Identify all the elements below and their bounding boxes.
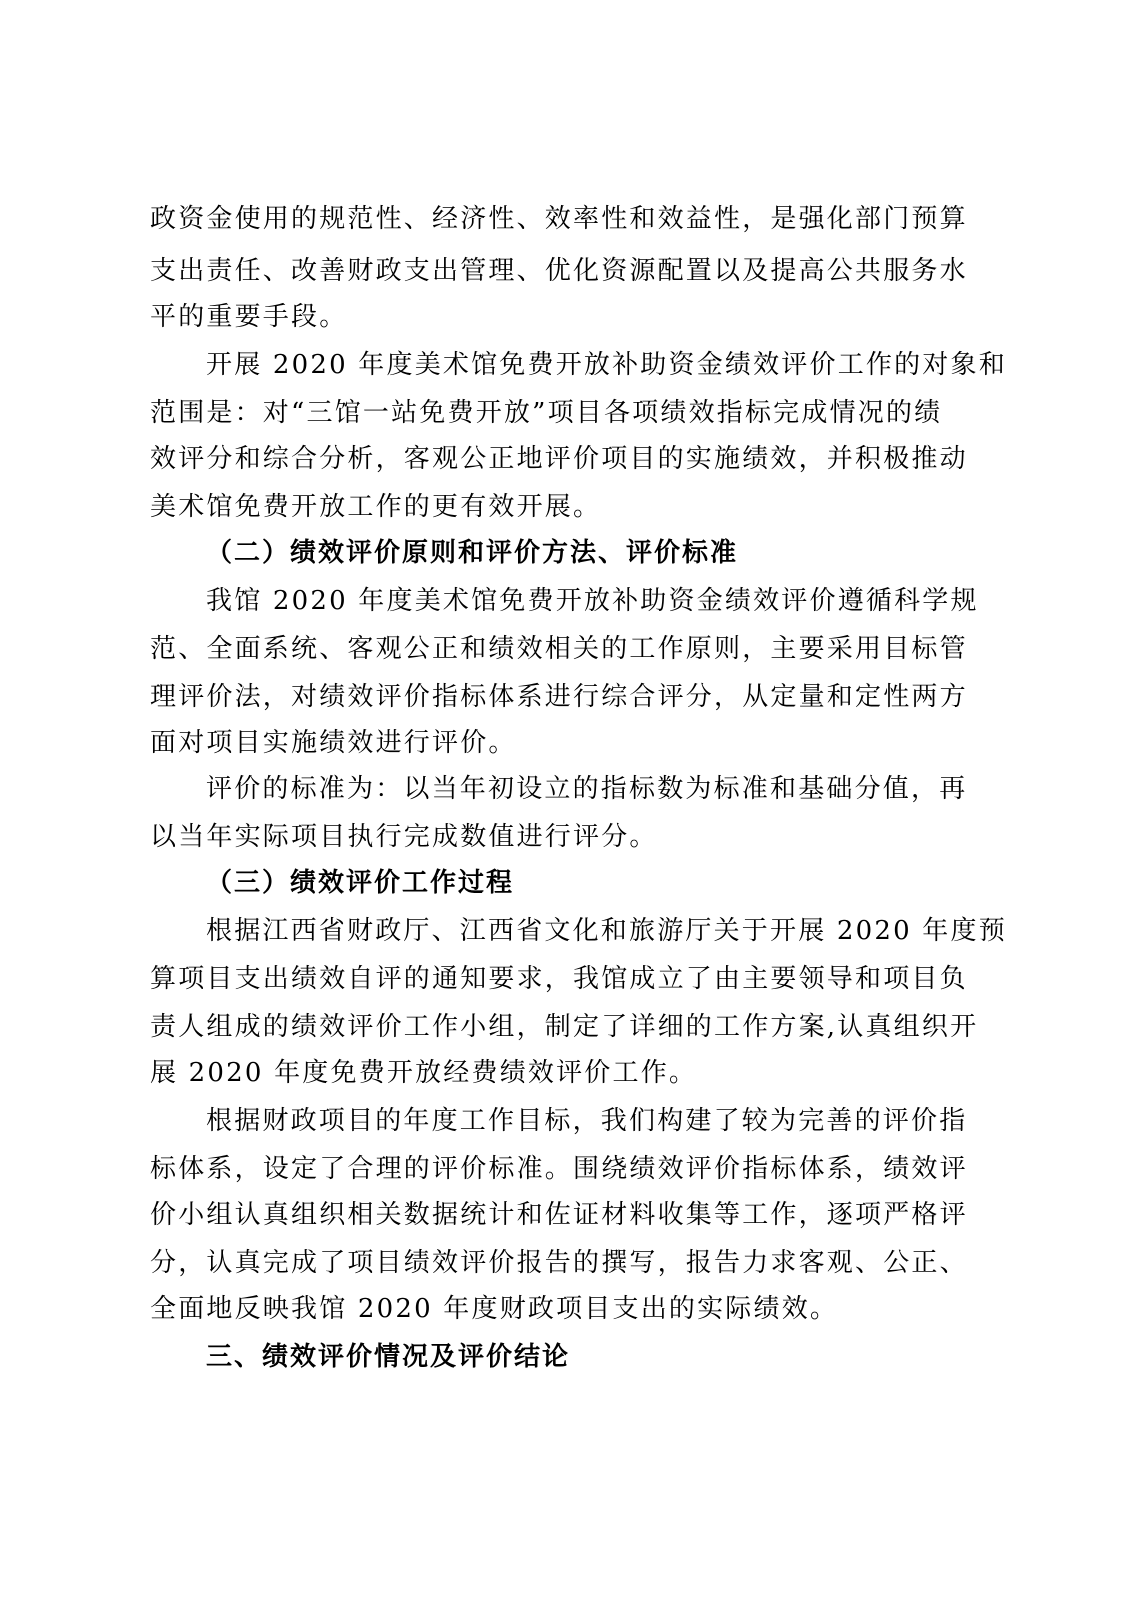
paragraph-first-line: 根据财政项目的年度工作目标，我们构建了较为完善的评价指 xyxy=(206,1106,968,1136)
paragraph-first-line: 评价的标准为：以当年初设立的指标数为标准和基础分值，再 xyxy=(206,774,968,804)
body-text-line: 面对项目实施绩效进行评价。 xyxy=(150,728,517,758)
body-text-line: 支出责任、改善财政支出管理、优化资源配置以及提高公共服务水 xyxy=(150,256,968,286)
chapter-heading: 三、绩效评价情况及评价结论 xyxy=(206,1342,571,1372)
section-heading: （二）绩效评价原则和评价方法、评价标准 xyxy=(206,538,739,568)
body-text-line: 展 2020 年度免费开放经费绩效评价工作。 xyxy=(150,1058,698,1088)
body-text-line: 责人组成的绩效评价工作小组，制定了详细的工作方案,认真组织开 xyxy=(150,1012,979,1042)
body-text-line: 价小组认真组织相关数据统计和佐证材料收集等工作，逐项严格评 xyxy=(150,1200,968,1230)
body-text-line: 算项目支出绩效自评的通知要求，我馆成立了由主要领导和项目负 xyxy=(150,964,968,994)
body-text-line: 理评价法，对绩效评价指标体系进行综合评分，从定量和定性两方 xyxy=(150,682,968,712)
paragraph-first-line: 根据江西省财政厅、江西省文化和旅游厅关于开展 2020 年度预 xyxy=(206,916,1007,946)
body-text-line: 平的重要手段。 xyxy=(150,302,348,332)
body-text-line: 范、全面系统、客观公正和绩效相关的工作原则，主要采用目标管 xyxy=(150,634,968,664)
body-text-line: 美术馆免费开放工作的更有效开展。 xyxy=(150,492,602,522)
body-text-line: 分，认真完成了项目绩效评价报告的撰写，报告力求客观、公正、 xyxy=(150,1248,968,1278)
body-text-line: 以当年实际项目执行完成数值进行评分。 xyxy=(150,822,658,852)
section-heading: （三）绩效评价工作过程 xyxy=(206,868,515,898)
body-text-line: 标体系，设定了合理的评价标准。围绕绩效评价指标体系，绩效评 xyxy=(150,1154,968,1184)
body-text-line: 效评分和综合分析，客观公正地评价项目的实施绩效，并积极推动 xyxy=(150,444,968,474)
paragraph-first-line: 开展 2020 年度美术馆免费开放补助资金绩效评价工作的对象和 xyxy=(206,350,1007,380)
body-text-line: 全面地反映我馆 2020 年度财政项目支出的实际绩效。 xyxy=(150,1294,839,1324)
body-text-line: 政资金使用的规范性、经济性、效率性和效益性，是强化部门预算 xyxy=(150,204,968,234)
paragraph-first-line: 我馆 2020 年度美术馆免费开放补助资金绩效评价遵循科学规 xyxy=(206,586,979,616)
body-text-line: 范围是：对“三馆一站免费开放”项目各项绩效指标完成情况的绩 xyxy=(150,398,943,428)
